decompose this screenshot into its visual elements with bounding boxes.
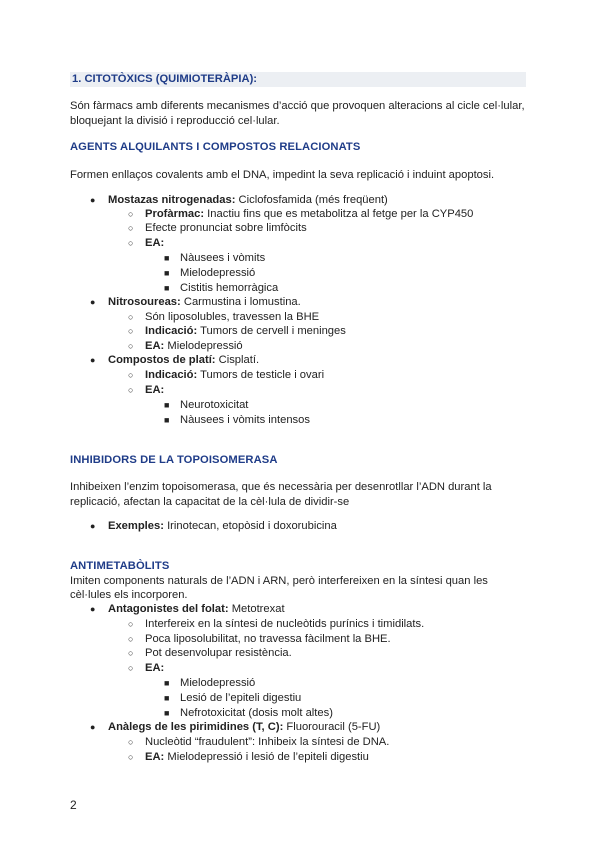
bullet-l2: ○ bbox=[128, 341, 134, 351]
bullet-l3: ■ bbox=[164, 253, 170, 263]
antimet-line-2: cèl·lules els incorporen. bbox=[70, 589, 188, 601]
alkylating-title: AGENTS ALQUILANTS I COMPOSTOS RELACIONATS bbox=[70, 141, 361, 153]
bullet-l2: ○ bbox=[128, 238, 134, 248]
bullet-l1: ● bbox=[90, 521, 96, 531]
bullet-l3: ■ bbox=[164, 400, 170, 410]
bullet-l3: ■ bbox=[164, 415, 170, 425]
list-item: EA: Mielodepressió i lesió de l’epiteli digestiu bbox=[145, 751, 369, 763]
bullet-l2: ○ bbox=[128, 326, 134, 336]
bullet-l3: ■ bbox=[164, 268, 170, 278]
bullet-l2: ○ bbox=[128, 634, 134, 644]
list-item: Anàlegs de les pirimidines (T, C): Fluorouracil (5-FU) bbox=[108, 721, 381, 733]
bullet-l2: ○ bbox=[128, 370, 134, 380]
bullet-l2: ○ bbox=[128, 648, 134, 658]
list-item: Lesió de l’epiteli digestiu bbox=[180, 692, 302, 704]
list-item: Efecte pronunciat sobre limfòcits bbox=[145, 222, 307, 234]
bullet-l2: ○ bbox=[128, 223, 134, 233]
page-number: 2 bbox=[70, 798, 77, 812]
antimet-line-1: Imiten components naturals de l’ADN i ARN, però interfereixen en la síntesi quan les bbox=[70, 575, 488, 587]
list-item: Nàusees i vòmits intensos bbox=[180, 414, 310, 426]
list-item: Cistitis hemorràgica bbox=[180, 282, 279, 294]
bullet-l1: ● bbox=[90, 195, 96, 205]
intro-line-2: bloquejant la divisió i reproducció cel·lular. bbox=[70, 115, 280, 127]
list-item: EA: Mielodepressió bbox=[145, 340, 243, 352]
list-item: Nàusees i vòmits bbox=[180, 252, 266, 264]
list-item: Mielodepressió bbox=[180, 267, 256, 279]
bullet-l3: ■ bbox=[164, 283, 170, 293]
topo-line-1: Inhibeixen l’enzim topoisomerasa, que és necessària per desenrotllar l’ADN durant la bbox=[70, 481, 492, 493]
list-item: EA: bbox=[145, 384, 165, 396]
list-item: Antagonistes del folat: Metotrexat bbox=[108, 603, 285, 615]
list-item: Pot desenvolupar resistència. bbox=[145, 647, 292, 659]
bullet-l1: ● bbox=[90, 297, 96, 307]
bullet-l2: ○ bbox=[128, 209, 134, 219]
bullet-l2: ○ bbox=[128, 737, 134, 747]
list-item: Indicació: Tumors de cervell i meninges bbox=[145, 325, 346, 337]
bullet-l3: ■ bbox=[164, 693, 170, 703]
bullet-l1: ● bbox=[90, 604, 96, 614]
list-item: Interfereix en la síntesi de nucleòtids purínics i timidilats. bbox=[145, 618, 425, 630]
list-item: Nefrotoxicitat (dosis molt altes) bbox=[180, 707, 333, 719]
bullet-l1: ● bbox=[90, 722, 96, 732]
list-item: Poca liposolubilitat, no travessa fàcilment la BHE. bbox=[145, 633, 391, 645]
bullet-l2: ○ bbox=[128, 385, 134, 395]
list-item: EA: bbox=[145, 662, 165, 674]
list-item: Són liposolubles, travessen la BHE bbox=[145, 311, 320, 323]
bullet-l2: ○ bbox=[128, 752, 134, 762]
bullet-l2: ○ bbox=[128, 619, 134, 629]
list-item: EA: bbox=[145, 237, 165, 249]
list-item: Nitrosoureas: Carmustina i lomustina. bbox=[108, 296, 301, 308]
alkylating-intro: Formen enllaços covalents amb el DNA, impedint la seva replicació i induint apoptosi. bbox=[70, 169, 495, 181]
bullet-l2: ○ bbox=[128, 663, 134, 673]
bullet-l2: ○ bbox=[128, 312, 134, 322]
list-item: Indicació: Tumors de testicle i ovari bbox=[145, 369, 325, 381]
topo-title: INHIBIDORS DE LA TOPOISOMERASA bbox=[70, 454, 278, 466]
list-item: Exemples: Irinotecan, etopòsid i doxorubicina bbox=[108, 520, 337, 532]
list-item: Mielodepressió bbox=[180, 677, 256, 689]
bullet-l3: ■ bbox=[164, 708, 170, 718]
list-item: Nucleòtid “fraudulent”: Inhibeix la síntesi de DNA. bbox=[145, 736, 390, 748]
section-heading: 1. CITOTÒXICS (QUIMIOTERÀPIA): bbox=[72, 73, 258, 85]
bullet-l1: ● bbox=[90, 355, 96, 365]
list-item: Neurotoxicitat bbox=[180, 399, 249, 411]
topo-line-2: replicació, afectan la capacitat de la cèl·lula de dividir-se bbox=[70, 496, 350, 508]
list-item: Compostos de platí: Cisplatí. bbox=[108, 354, 260, 366]
list-item: Profàrmac: Inactiu fins que es metabolitza al fetge per la CYP450 bbox=[145, 208, 474, 220]
bullet-l3: ■ bbox=[164, 678, 170, 688]
antimet-title: ANTIMETABÒLITS bbox=[70, 560, 170, 572]
section-heading-box bbox=[70, 72, 526, 87]
list-item: Mostazas nitrogenadas: Ciclofosfamida (més freqüent) bbox=[108, 194, 388, 206]
intro-line-1: Són fàrmacs amb diferents mecanismes d’acció que provoquen alteracions al cicle cel·lular, bbox=[70, 100, 525, 112]
